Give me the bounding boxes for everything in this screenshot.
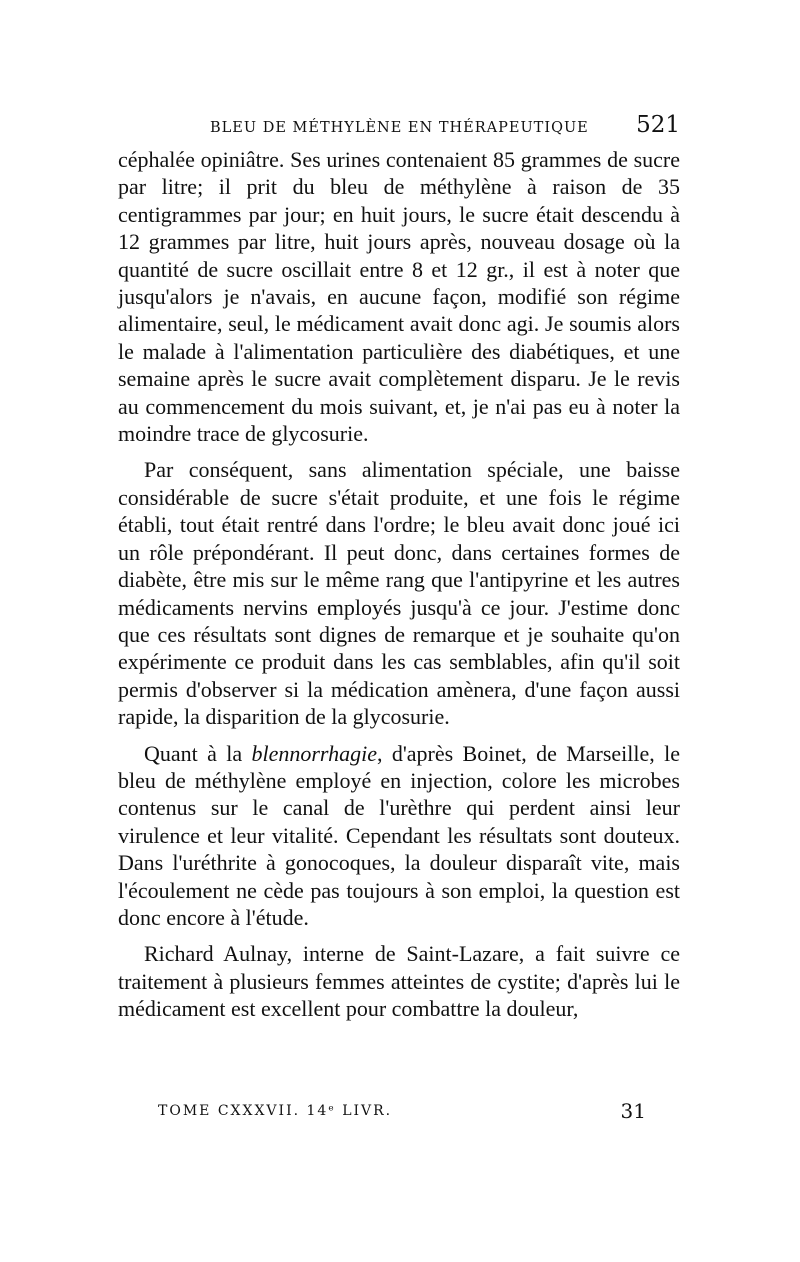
italic-term: blennorrhagie (251, 740, 377, 766)
page-header (118, 112, 684, 142)
paragraph-2: Par conséquent, sans alimentation spéciale, une baisse considérable de sucre s'était produite, et une fois le régime établi, tout était rentré dans l'ordre; le bleu avait donc joué ici un rôle prépondérant. Il peut donc, dans certaines formes de diabète, être mis sur le même rang que l'antipyrine et les autres médicaments nervins employés jusqu'à ce jour. J'estime donc que ces résultats sont dignes de remarque et je souhaite qu'on expérimente ce produit dans les cas semblables, afin qu'il soit permis d'observer si la médication amènera, d'une façon aussi rapide, la disparition de la glycosurie. (118, 457, 680, 730)
running-title: BLEU DE MÉTHYLÈNE EN THÉRAPEUTIQUE (210, 120, 589, 136)
page-footer (118, 1099, 684, 1129)
paragraph-1: céphalée opiniâtre. Ses urines contenaient 85 grammes de sucre par litre; il prit du bleu de méthylène à raison de 35 centigrammes par jour; en huit jours, le sucre était descendu à 12 grammes par litre, huit jours après, nouveau dosage où la quantité de sucre oscillait entre 8 et 12 gr., il est à noter que jusqu'alors je n'avais, en aucune façon, modifié son régime alimentaire, seul, le médicament avait donc agi. Je soumis alors le malade à l'alimentation particulière des diabétiques, et une semaine après le sucre avait complètement disparu. Je le revis au commencement du mois suivant, et, je n'ai pas eu à noter la moindre trace de glycosurie. (118, 147, 680, 447)
body-text (118, 146, 680, 1023)
paragraph-3-rest: , d'après Boinet, de Marseille, le bleu de méthylène employé en injection, colore les microbes contenus sur le canal de l'urèthre qui perdent ainsi leur virulence et leur vitalité. Cependant les résultats sont douteux. Dans l'uréthrite à gonocoques, la douleur disparaît vite, mais l'écoulement ne cède pas toujours à son emploi, la question est donc encore à l'étude. (118, 740, 681, 930)
signature-number: 31 (620, 1099, 646, 1123)
page-number: 521 (636, 112, 680, 138)
paragraph-4: Richard Aulnay, interne de Saint-Lazare, a fait suivre ce traitement à plusieurs femmes atteintes de cystite; d'après lui le médicament est excellent pour combattre la douleur, (118, 941, 680, 1022)
signature-mark: TOME CXXXVII. 14ᵉ LIVR. (158, 1103, 393, 1119)
paragraph-3 (118, 740, 680, 932)
paragraph-3-start: Quant à la (144, 740, 252, 766)
